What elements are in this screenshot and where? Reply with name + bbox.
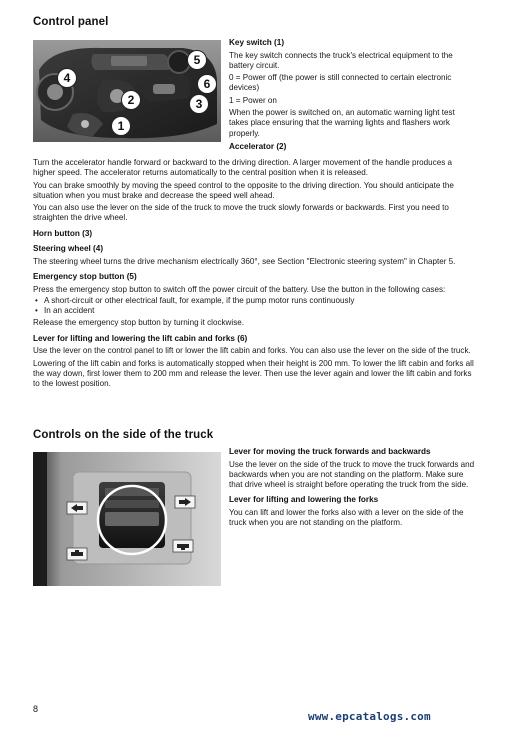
move-lever-para-1: Use the lever on the side of the truck to move the truck forwards and backwards when you are not standing on the platform. Make sure that drive wheel is straight before operating the truck from the side. <box>229 459 475 490</box>
fork-lever-para-1: You can lift and lower the forks also with a lever on the side of the truck when you are not standing on the platform. <box>229 507 464 528</box>
callout-1: 1 <box>111 116 131 136</box>
accelerator-para-3: You can also use the lever on the side of the truck to move the truck slowly forwards or backwards. First you need to straighten the drive wheel. <box>33 203 449 223</box>
footer-website-link[interactable]: www.epcatalogs.com <box>308 710 431 723</box>
move-lever-heading: Lever for moving the truck forwards and backwards <box>229 447 431 456</box>
accelerator-para-1: Turn the accelerator handle forward or backward to the driving direction. A larger movement of the handle produces a higher speed. The accelerator returns automatically to the central position when it is released. <box>33 158 453 178</box>
key-switch-para-1: The key switch connects the truck's electrical equipment to the battery circuit. <box>229 50 453 70</box>
key-switch-section <box>229 38 475 152</box>
estop-bullets <box>33 296 475 317</box>
lift-lever-heading: Lever for lifting and lowering the lift cabin and forks (6) <box>33 333 248 343</box>
list-item: • In an accident <box>33 306 475 316</box>
list-item: • A short-circuit or other electrical fault, for example, if the pump motor runs continuously <box>33 296 475 306</box>
side-controls-photo <box>33 452 221 586</box>
callout-3: 3 <box>189 94 209 114</box>
key-switch-para-2: 0 = Power off (the power is still connected to certain electronic devices) <box>229 73 452 93</box>
accelerator-heading: Accelerator (2) <box>229 141 287 151</box>
fork-lever-heading: Lever for lifting and lowering the forks <box>229 495 379 505</box>
callout-4: 4 <box>57 68 77 88</box>
key-switch-heading: Key switch (1) <box>229 38 285 47</box>
page-number: 8 <box>33 704 39 714</box>
callout-5: 5 <box>187 50 207 70</box>
body-text <box>33 158 475 389</box>
section-title-control-panel: Control panel <box>33 16 109 28</box>
lift-lever-para-2: Lowering of the lift cabin and forks is automatically stopped when their height is 200 mm. To lower the lift cabin and forks all the way down, first lower them to 200 mm and release the lever. Then use the lever again and lower the lift cabin and forks to the lowest position. <box>33 358 474 389</box>
side-controls-illustration <box>33 452 221 586</box>
estop-heading: Emergency stop button (5) <box>33 272 137 282</box>
lift-lever-para-1: Use the lever on the control panel to lift or lower the lift cabin and forks. You can also use the lever on the side of the truck. <box>33 346 471 356</box>
key-switch-para-4: When the power is switched on, an automatic warning light test takes place ensuring that the warning lights and flashers work properly. <box>229 107 455 138</box>
side-controls-text <box>229 447 475 528</box>
control-panel-photo <box>33 40 221 142</box>
callout-6: 6 <box>197 74 217 94</box>
key-switch-para-3: 1 = Power on <box>229 95 277 105</box>
horn-heading: Horn button (3) <box>33 228 93 238</box>
steering-heading: Steering wheel (4) <box>33 244 104 254</box>
steering-para-1: The steering wheel turns the drive mechanism electrically 360°, see Section "Electronic steering system" in Chapter 5. <box>33 256 456 266</box>
estop-intro: Press the emergency stop button to switch off the power circuit of the battery. Use the button in the following cases: <box>33 284 446 294</box>
callout-2: 2 <box>121 90 141 110</box>
estop-outro: Release the emergency stop button by turning it clockwise. <box>33 318 244 328</box>
accelerator-para-2: You can brake smoothly by moving the speed control to the opposite to the driving direction. You should anticipate the situation when you must brake and decrease the speed well ahead. <box>33 180 454 200</box>
section-title-side-controls: Controls on the side of the truck <box>33 429 214 441</box>
